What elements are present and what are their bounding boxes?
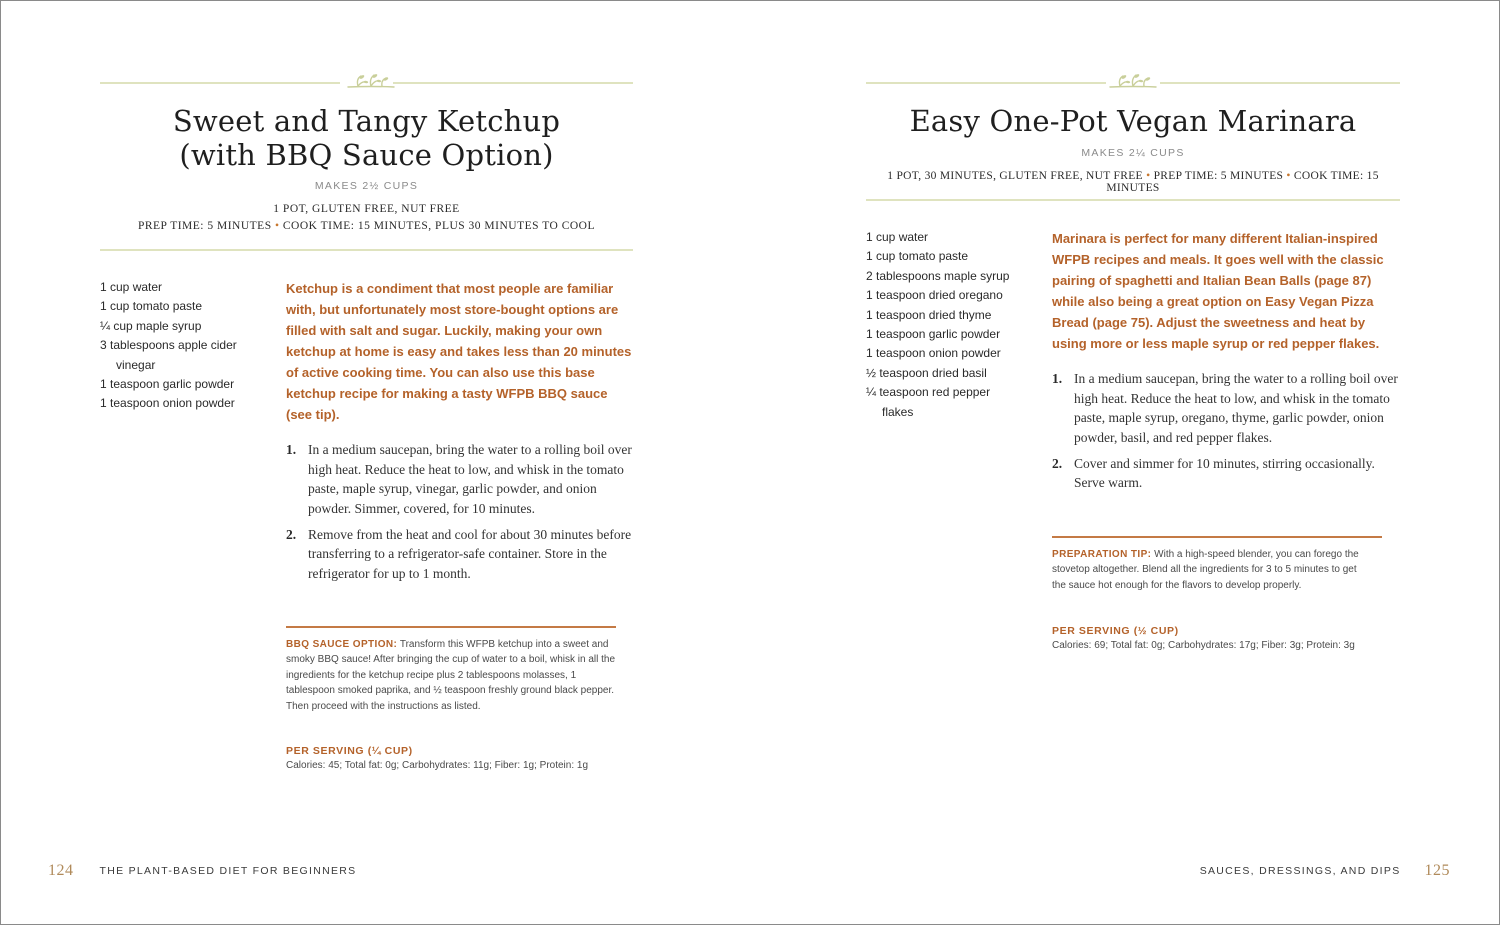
cook-time: COOK TIME: 15 MINUTES (1106, 170, 1379, 194)
leaf-sprig-ornament-icon (1106, 72, 1160, 92)
step-number: 1. (1052, 371, 1063, 386)
ingredient-item: 3 tablespoons apple cider vinegar (100, 338, 237, 372)
step-text: In a medium saucepan, bring the water to a rolling boil over high heat. Reduce the heat to low, and whisk in the tomato paste, maple syrup, vinegar, garlic powder, and onion powder. Simmer, covered, for 10 minutes. (308, 442, 632, 516)
ingredient-item: 1 teaspoon dried oregano (866, 288, 1003, 303)
ingredient-item: 1 teaspoon onion powder (866, 346, 1001, 361)
instruction-steps (286, 440, 636, 590)
tip-box (1052, 547, 1372, 593)
recipe-labels-times (866, 170, 1400, 194)
running-head: SAUCES, DRESSINGS, AND DIPS (1199, 865, 1401, 877)
left-page (100, 0, 633, 925)
page-number: 124 (48, 862, 74, 879)
step-text: Remove from the heat and cool for about 30 minutes before transferring to a refrigerator-safe container. Store in the refrigerator for up to 1 month. (308, 526, 632, 581)
separator-dot: • (274, 220, 280, 232)
leaf-sprig-ornament-icon (344, 72, 398, 92)
recipe-labels: 1 POT, 30 MINUTES, GLUTEN FREE, NUT FREE (887, 170, 1143, 182)
serving-heading: PER SERVING (½ CUP) (1052, 625, 1179, 637)
ingredient-item: ½ teaspoon dried basil (866, 365, 987, 380)
step-text: Cover and simmer for 10 minutes, stirring occasionally. Serve warm. (1074, 455, 1375, 490)
cook-time: COOK TIME: 15 MINUTES, PLUS 30 MINUTES TO COOL (282, 220, 596, 232)
header-ornament (100, 72, 633, 92)
step-text: In a medium saucepan, bring the water to a rolling boil over high heat. Reduce the heat to low, and whisk in the tomato paste, maple syrup, oregano, thyme, garlic powder, onion powder, basil, and red pepper flakes. (1074, 371, 1398, 445)
header-ornament (866, 72, 1400, 92)
ingredient-item: 1 cup tomato paste (866, 249, 969, 264)
ingredient-item: 1 cup water (100, 280, 163, 294)
tip-box (286, 637, 616, 714)
recipe-times (100, 220, 633, 232)
ingredient-item: 1 cup water (866, 230, 929, 244)
page-number: 125 (1424, 862, 1450, 879)
nutrition-info: Calories: 45; Total fat: 0g; Carbohydrates: 11g; Fiber: 1g; Protein: 1g (286, 760, 589, 771)
ingredient-item: 1 cup tomato paste (100, 299, 203, 314)
ornament-line-right (393, 82, 633, 84)
ingredient-item: 1 teaspoon garlic powder (866, 327, 1001, 342)
instruction-step (286, 525, 636, 584)
ingredient-item: 1 teaspoon dried thyme (866, 307, 992, 322)
tip-divider (1052, 536, 1382, 538)
step-number: 2. (1052, 455, 1063, 471)
recipe-title (100, 104, 633, 172)
serving-heading: PER SERVING (¼ CUP) (286, 745, 413, 757)
prep-time: PREP TIME: 5 MINUTES (1153, 170, 1284, 182)
recipe-yield: MAKES 2½ CUPS (314, 180, 419, 192)
recipe-yield: MAKES 2¼ CUPS (1081, 147, 1185, 159)
recipe-title-line-2: (with BBQ Sauce Option) (179, 138, 554, 172)
right-page (866, 0, 1400, 925)
recipe-intro: Marinara is perfect for many different Italian-inspired WFPB recipes and meals. It goes well with the classic pairing of spaghetti and Italian Bean Balls (page 87) while also being a great option on Easy Vegan Pizza Bread (page 75). Adjust the sweetness and heat by using more or less maple syrup or red pepper flakes. (1052, 231, 1384, 351)
ornament-line-right (1160, 82, 1400, 84)
ornament-line-left (100, 82, 340, 84)
left-footer (48, 860, 356, 882)
recipe-labels: 1 POT, GLUTEN FREE, NUT FREE (273, 203, 460, 215)
instruction-step (1052, 369, 1402, 447)
tip-label: BBQ SAUCE OPTION: (286, 639, 398, 650)
tip-divider (286, 626, 616, 628)
step-number: 1. (286, 442, 297, 457)
ingredient-item: 2 tablespoons maple syrup (866, 268, 1010, 283)
instruction-step (1052, 454, 1402, 493)
recipe-title: Easy One-Pot Vegan Marinara (909, 104, 1357, 138)
step-number: 2. (286, 526, 297, 542)
ingredient-list (100, 278, 265, 414)
running-head: THE PLANT-BASED DIET FOR BEGINNERS (99, 865, 357, 877)
instruction-steps (1052, 369, 1402, 499)
header-rule (866, 199, 1400, 201)
separator-dot: • (1146, 170, 1151, 182)
ingredient-item: ¼ cup maple syrup (100, 318, 202, 333)
right-footer (1200, 860, 1450, 882)
ornament-line-left (866, 82, 1106, 84)
ingredient-item: 1 teaspoon onion powder (100, 396, 235, 411)
tip-text: With a high-speed blender, you can forego the stovetop altogether. Blend all the ingredients for 3 to 5 minutes to get the sauce hot enough for the flavors to develop properly. (1052, 549, 1359, 591)
tip-label: PREPARATION TIP: (1052, 549, 1152, 560)
tip-text: Transform this WFPB ketchup into a sweet and smoky BBQ sauce! After bringing the cup of water to a boil, whisk in all the ingredients for the ketchup recipe plus 2 tablespoons molasses, 1 tablespoon smoked paprika, and ½ teaspoon freshly ground black pepper. Then proceed with the instructions as listed. (286, 639, 616, 712)
nutrition-info: Calories: 69; Total fat: 0g; Carbohydrates: 17g; Fiber: 3g; Protein: 3g (1052, 640, 1355, 651)
ingredient-item: ¼ teaspoon red pepper flakes (866, 385, 991, 419)
ingredient-item: 1 teaspoon garlic powder (100, 377, 235, 392)
separator-dot: • (1286, 170, 1291, 182)
header-rule (100, 249, 633, 251)
ingredient-list (866, 228, 1041, 422)
recipe-intro: Ketchup is a condiment that most people are familiar with, but unfortunately most store-bought options are filled with salt and sugar. Luckily, making your own ketchup at home is easy and takes less than 20 minutes of active cooking time. You can also use this base ketchup recipe for making a tasty WFPB BBQ sauce (see tip). (286, 281, 632, 422)
prep-time: PREP TIME: 5 MINUTES (137, 220, 272, 232)
instruction-step (286, 440, 636, 518)
recipe-title-line-1: Sweet and Tangy Ketchup (172, 104, 561, 138)
